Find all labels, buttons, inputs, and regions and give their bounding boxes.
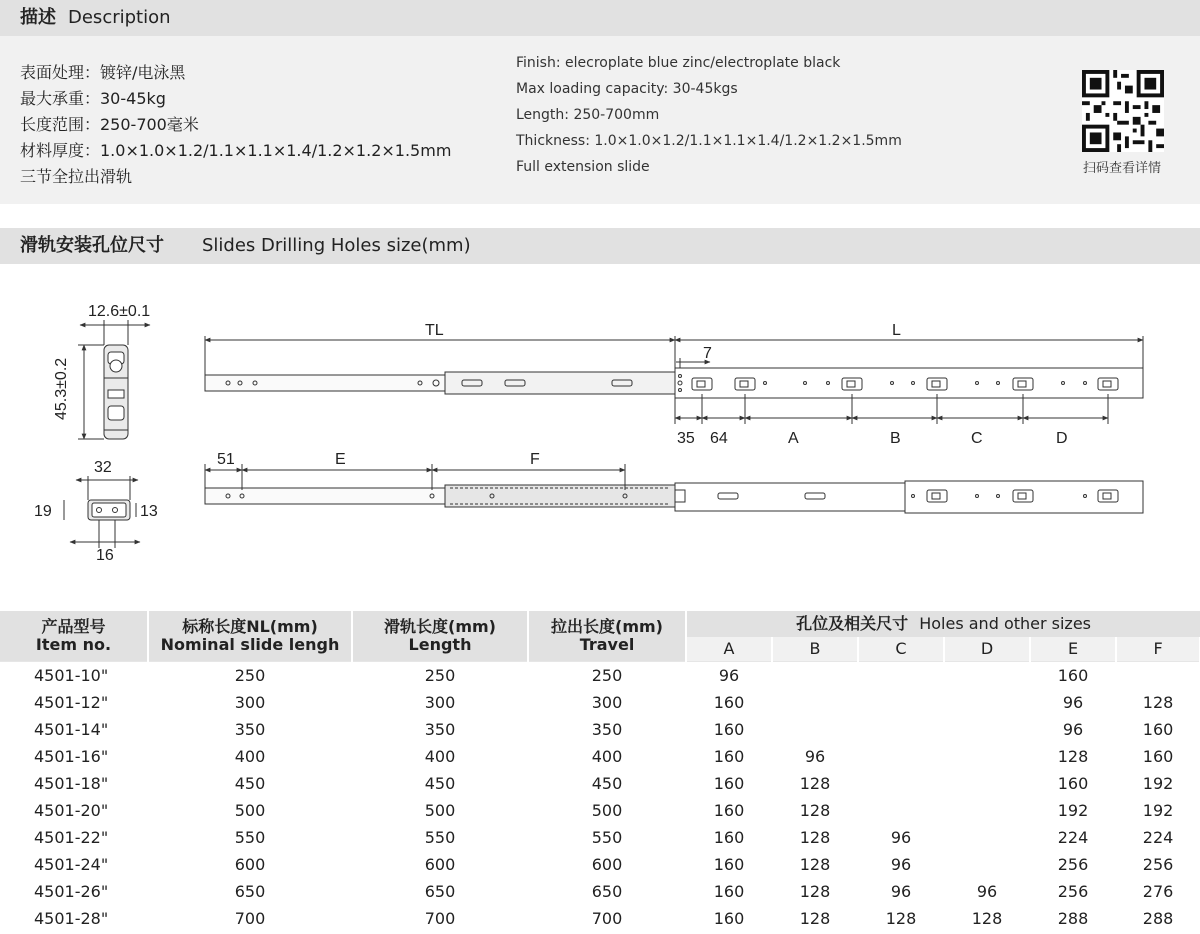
cell: 650 bbox=[148, 878, 352, 905]
qr-caption: 扫码查看详情 bbox=[1082, 161, 1161, 176]
cell: 400 bbox=[528, 743, 686, 770]
spec-line-cn: 长度范围：250-700毫米 bbox=[20, 115, 199, 134]
cell: 128 bbox=[858, 905, 944, 932]
cell: 160 bbox=[1116, 743, 1200, 770]
dim-c: C bbox=[971, 430, 983, 447]
cell: 350 bbox=[352, 716, 528, 743]
cell: 600 bbox=[148, 851, 352, 878]
cell: 128 bbox=[944, 905, 1030, 932]
cell bbox=[944, 824, 1030, 851]
cell: 128 bbox=[772, 905, 858, 932]
header-nominal-length: 标称长度NL(mm) Nominal slide lengh bbox=[148, 611, 352, 662]
table-row bbox=[0, 716, 1200, 743]
cell: 300 bbox=[528, 689, 686, 716]
cell bbox=[772, 716, 858, 743]
cell: 160 bbox=[1030, 770, 1116, 797]
description-title-cn: 描述 bbox=[20, 7, 56, 28]
qr-code-icon[interactable] bbox=[1082, 70, 1164, 152]
dim-7: 7 bbox=[703, 345, 712, 362]
cell: 550 bbox=[148, 824, 352, 851]
cell: 160 bbox=[686, 716, 772, 743]
cell: 160 bbox=[686, 824, 772, 851]
cell: 128 bbox=[772, 878, 858, 905]
cell bbox=[858, 662, 944, 689]
cell bbox=[858, 797, 944, 824]
cell: 350 bbox=[148, 716, 352, 743]
dim-bracket-left: 19 bbox=[34, 503, 52, 520]
spec-line-en: Thickness: 1.0×1.0×1.2/1.1×1.1×1.4/1.2×1.2×1.5mm bbox=[516, 133, 902, 149]
cell: 300 bbox=[148, 689, 352, 716]
cell: 96 bbox=[858, 878, 944, 905]
cell: 160 bbox=[686, 851, 772, 878]
spec-line-cn: 表面处理：镀锌/电泳黑 bbox=[20, 63, 186, 82]
bracket-profile bbox=[88, 500, 130, 520]
cell: 450 bbox=[352, 770, 528, 797]
cell: 650 bbox=[352, 878, 528, 905]
cell: 224 bbox=[1030, 824, 1116, 851]
table-row bbox=[0, 797, 1200, 824]
cell: 288 bbox=[1116, 905, 1200, 932]
dim-b: B bbox=[890, 430, 901, 447]
cell bbox=[772, 689, 858, 716]
cell: 96 bbox=[858, 851, 944, 878]
cell bbox=[772, 662, 858, 689]
cell: 700 bbox=[528, 905, 686, 932]
dim-tl: TL bbox=[425, 322, 444, 339]
header-hole-f: F bbox=[1116, 637, 1200, 662]
drilling-title-en: Slides Drilling Holes size(mm) bbox=[202, 235, 471, 256]
cell: 128 bbox=[772, 824, 858, 851]
table-row bbox=[0, 824, 1200, 851]
cell: 160 bbox=[686, 770, 772, 797]
spec-line-en: Max loading capacity: 30-45kgs bbox=[516, 81, 738, 97]
cell-item: 4501-16" bbox=[0, 743, 148, 770]
cell bbox=[944, 689, 1030, 716]
header-travel: 拉出长度(mm) Travel bbox=[528, 611, 686, 662]
table-row bbox=[0, 689, 1200, 716]
cell: 96 bbox=[686, 662, 772, 689]
cell-item: 4501-12" bbox=[0, 689, 148, 716]
cell bbox=[1116, 662, 1200, 689]
description-title-en: Description bbox=[68, 7, 171, 28]
cell bbox=[858, 716, 944, 743]
table-row bbox=[0, 851, 1200, 878]
drilling-diagram bbox=[0, 265, 1200, 605]
cell bbox=[944, 797, 1030, 824]
cell: 128 bbox=[772, 770, 858, 797]
cell: 96 bbox=[1030, 689, 1116, 716]
cell: 192 bbox=[1030, 797, 1116, 824]
spec-line-en: Length: 250-700mm bbox=[516, 107, 660, 123]
cell: 300 bbox=[352, 689, 528, 716]
cell-item: 4501-26" bbox=[0, 878, 148, 905]
cell: 288 bbox=[1030, 905, 1116, 932]
cell: 128 bbox=[772, 797, 858, 824]
cell: 400 bbox=[148, 743, 352, 770]
cell: 650 bbox=[528, 878, 686, 905]
cell bbox=[944, 770, 1030, 797]
dim-width: 12.6±0.1 bbox=[88, 303, 151, 320]
cell: 600 bbox=[352, 851, 528, 878]
spec-line-en: Full extension slide bbox=[516, 159, 650, 175]
cell-item: 4501-24" bbox=[0, 851, 148, 878]
header-holes: 孔位及相关尺寸 Holes and other sizes bbox=[686, 611, 1200, 637]
header-item-no: 产品型号 Item no. bbox=[0, 611, 148, 662]
cell: 128 bbox=[1030, 743, 1116, 770]
cell bbox=[944, 716, 1030, 743]
cell: 192 bbox=[1116, 770, 1200, 797]
spec-line-cn: 材料厚度：1.0×1.0×1.2/1.1×1.1×1.4/1.2×1.2×1.5mm bbox=[20, 141, 452, 160]
slide-bottom-extended bbox=[205, 481, 1143, 513]
cell-item: 4501-18" bbox=[0, 770, 148, 797]
cell: 128 bbox=[1116, 689, 1200, 716]
description-panel bbox=[0, 36, 1200, 204]
cell bbox=[944, 851, 1030, 878]
cell bbox=[858, 743, 944, 770]
cell: 128 bbox=[772, 851, 858, 878]
cell bbox=[944, 662, 1030, 689]
spec-line-en: Finish: elecroplate blue zinc/electroplate black bbox=[516, 55, 841, 71]
header-length: 滑轨长度(mm) Length bbox=[352, 611, 528, 662]
slide-top-closed bbox=[205, 368, 1143, 398]
cell bbox=[858, 770, 944, 797]
cell: 96 bbox=[1030, 716, 1116, 743]
dim-l: L bbox=[892, 322, 901, 339]
cell: 192 bbox=[1116, 797, 1200, 824]
dim-bracket-pitch: 16 bbox=[96, 547, 114, 564]
table-row bbox=[0, 770, 1200, 797]
dim-height: 45.3±0.2 bbox=[53, 357, 70, 420]
spec-line-cn: 最大承重：30-45kg bbox=[20, 89, 166, 108]
header-hole-d: D bbox=[944, 637, 1030, 662]
table-row bbox=[0, 743, 1200, 770]
dim-d: D bbox=[1056, 430, 1068, 447]
cell: 96 bbox=[858, 824, 944, 851]
drilling-header bbox=[0, 228, 1200, 264]
table-row bbox=[0, 905, 1200, 932]
cell: 224 bbox=[1116, 824, 1200, 851]
cell: 450 bbox=[148, 770, 352, 797]
cell: 276 bbox=[1116, 878, 1200, 905]
cell-item: 4501-28" bbox=[0, 905, 148, 932]
drilling-title-cn: 滑轨安装孔位尺寸 bbox=[20, 235, 164, 256]
dim-51: 51 bbox=[217, 451, 235, 468]
cell: 256 bbox=[1030, 851, 1116, 878]
spec-line-cn: 三节全拉出滑轨 bbox=[20, 167, 133, 186]
cell: 700 bbox=[148, 905, 352, 932]
cell: 250 bbox=[148, 662, 352, 689]
dim-e: E bbox=[335, 451, 346, 468]
cell-item: 4501-14" bbox=[0, 716, 148, 743]
cell: 256 bbox=[1030, 878, 1116, 905]
header-hole-b: B bbox=[772, 637, 858, 662]
cell: 160 bbox=[686, 689, 772, 716]
cell: 500 bbox=[148, 797, 352, 824]
cell: 400 bbox=[352, 743, 528, 770]
cell: 160 bbox=[686, 878, 772, 905]
cell: 160 bbox=[1030, 662, 1116, 689]
table-row bbox=[0, 878, 1200, 905]
cell: 96 bbox=[944, 878, 1030, 905]
cell-item: 4501-22" bbox=[0, 824, 148, 851]
cell: 350 bbox=[528, 716, 686, 743]
cross-section-profile bbox=[104, 345, 128, 439]
dim-bracket-width: 32 bbox=[94, 459, 112, 476]
cell: 256 bbox=[1116, 851, 1200, 878]
cell: 550 bbox=[528, 824, 686, 851]
dim-bracket-right: 13 bbox=[140, 503, 158, 520]
spec-table bbox=[0, 611, 1200, 932]
dim-f: F bbox=[530, 451, 540, 468]
cell-item: 4501-20" bbox=[0, 797, 148, 824]
dim-35: 35 bbox=[677, 430, 695, 447]
cell: 160 bbox=[686, 743, 772, 770]
dim-a: A bbox=[788, 430, 799, 447]
cell: 600 bbox=[528, 851, 686, 878]
cell: 160 bbox=[1116, 716, 1200, 743]
dim-64: 64 bbox=[710, 430, 728, 447]
cell: 500 bbox=[528, 797, 686, 824]
cell: 700 bbox=[352, 905, 528, 932]
cell bbox=[944, 743, 1030, 770]
description-header bbox=[0, 0, 1200, 36]
cell: 250 bbox=[352, 662, 528, 689]
cell: 160 bbox=[686, 905, 772, 932]
header-hole-a: A bbox=[686, 637, 772, 662]
cell: 500 bbox=[352, 797, 528, 824]
cell-item: 4501-10" bbox=[0, 662, 148, 689]
cell: 550 bbox=[352, 824, 528, 851]
header-hole-c: C bbox=[858, 637, 944, 662]
cell bbox=[858, 689, 944, 716]
cell: 96 bbox=[772, 743, 858, 770]
cell: 160 bbox=[686, 797, 772, 824]
header-hole-e: E bbox=[1030, 637, 1116, 662]
cell: 250 bbox=[528, 662, 686, 689]
table-row bbox=[0, 662, 1200, 689]
cell: 450 bbox=[528, 770, 686, 797]
